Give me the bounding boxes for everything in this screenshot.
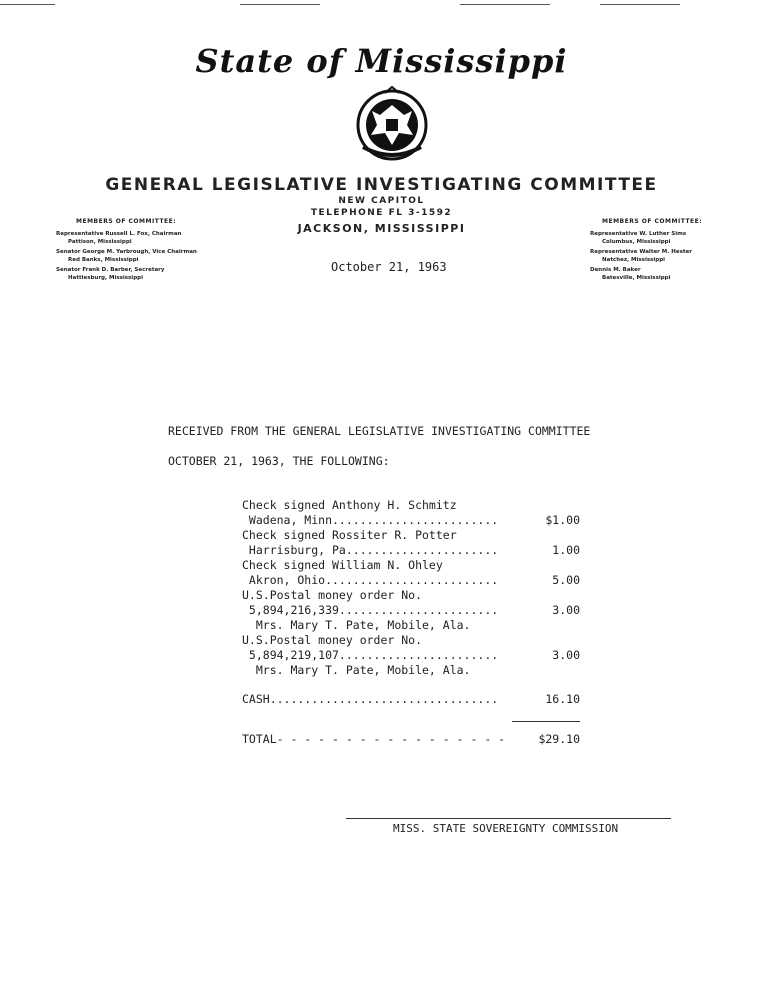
item-number: 5,894,219,107....................... [242, 648, 499, 662]
item-payer: Mrs. Mary T. Pate, Mobile, Ala. [242, 618, 471, 632]
item-location: Akron, Ohio......................... [242, 573, 499, 587]
item-amount: 1.00 [552, 543, 580, 557]
member-entry [56, 230, 266, 246]
top-border-line [240, 4, 320, 5]
item-description: U.S.Postal money order No. [242, 588, 423, 602]
members-header: MEMBERS OF COMMITTEE: [602, 218, 703, 225]
letter-date: October 21, 1963 [331, 260, 447, 274]
signature-label: MISS. STATE SOVEREIGNTY COMMISSION [393, 822, 619, 835]
members-header: MEMBERS OF COMMITTEE: [76, 218, 177, 225]
sum-rule [512, 721, 580, 722]
cash-amount: 16.10 [545, 692, 580, 706]
members-left [56, 218, 266, 284]
item-location: Wadena, Minn........................ [242, 513, 499, 527]
member-entry [590, 230, 760, 246]
members-right [590, 218, 760, 284]
top-border-line [600, 4, 680, 5]
state-title: State of Mississippi [195, 42, 568, 80]
signature-line [346, 818, 671, 819]
received-date-line: OCTOBER 21, 1963, THE FOLLOWING: [168, 454, 390, 468]
member-name: Dennis M. Baker [590, 267, 641, 273]
member-place: Red Banks, Mississippi [68, 257, 139, 263]
top-border-line [0, 4, 55, 5]
city-line: JACKSON, MISSISSIPPI [297, 222, 466, 235]
member-place: Pattison, Mississippi [68, 239, 132, 245]
member-entry [590, 248, 760, 264]
member-place: Natchez, Mississippi [602, 257, 666, 263]
item-amount: 3.00 [552, 603, 580, 617]
member-name: Representative Walter M. Hester [590, 249, 692, 255]
item-description: Check signed Anthony H. Schmitz [242, 498, 457, 512]
total-label: TOTAL- - - - - - - - - - - - - - - - - [242, 732, 506, 746]
item-number: 5,894,216,339....................... [242, 603, 499, 617]
member-place: Hattiesburg, Mississippi [68, 275, 143, 281]
member-name: Senator George M. Yarbrough, Vice Chairman [56, 249, 197, 255]
member-name: Representative W. Luther Sims [590, 231, 687, 237]
total-amount: $29.10 [538, 732, 580, 746]
item-amount: 5.00 [552, 573, 580, 587]
member-entry [56, 266, 266, 282]
item-description: Check signed Rossiter R. Potter [242, 528, 457, 542]
telephone-line: TELEPHONE FL 3-1592 [310, 208, 453, 218]
cash-label: CASH................................. [242, 692, 499, 706]
member-entry [590, 266, 760, 282]
item-description: Check signed William N. Ohley [242, 558, 443, 572]
item-amount: 3.00 [552, 648, 580, 662]
address-line: NEW CAPITOL [338, 196, 425, 206]
item-amount: $1.00 [545, 513, 580, 527]
item-description: U.S.Postal money order No. [242, 633, 423, 647]
member-name: Representative Russell L. Fox, Chairman [56, 231, 182, 237]
item-location: Harrisburg, Pa...................... [242, 543, 499, 557]
top-border-line [460, 4, 550, 5]
committee-title: GENERAL LEGISLATIVE INVESTIGATING COMMITTEE [105, 175, 658, 195]
state-seal-icon [349, 85, 435, 163]
item-payer: Mrs. Mary T. Pate, Mobile, Ala. [242, 663, 471, 677]
member-place: Columbus, Mississippi [602, 239, 671, 245]
member-place: Batesville, Mississippi [602, 275, 671, 281]
member-entry [56, 248, 266, 264]
member-name: Senator Frank D. Barber, Secretary [56, 267, 165, 273]
received-line: RECEIVED FROM THE GENERAL LEGISLATIVE INVESTIGATING COMMITTEE [168, 424, 591, 438]
